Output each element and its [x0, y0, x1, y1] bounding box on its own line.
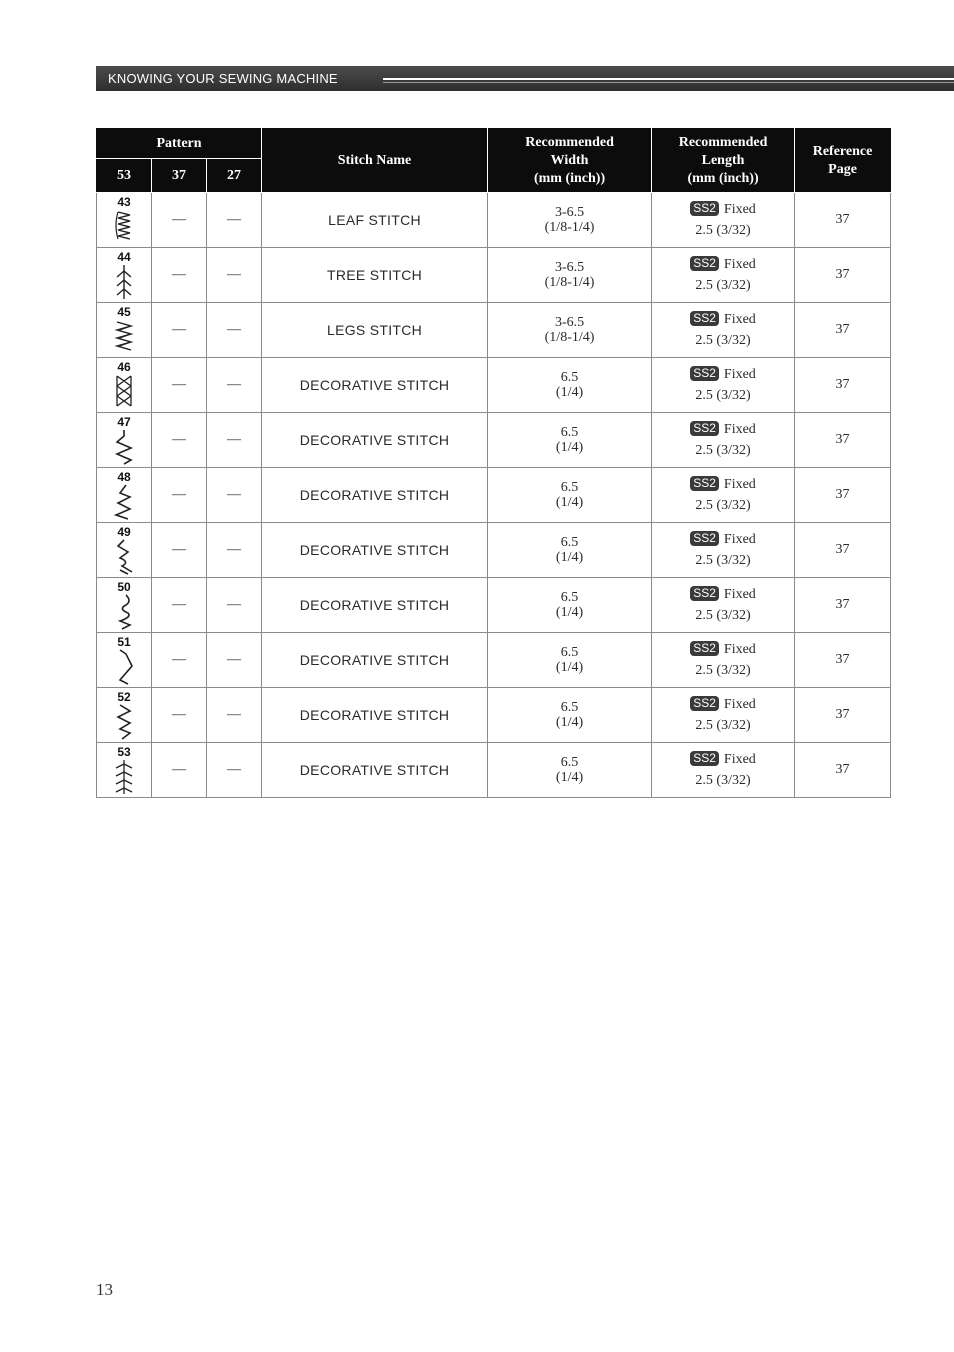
length-cell — [652, 743, 795, 798]
header-length-line-2: Length — [701, 152, 745, 168]
width-mm: 6.5 — [560, 369, 579, 385]
reference-page-cell: 37 — [795, 413, 891, 468]
reference-page-cell: 37 — [795, 248, 891, 303]
reference-page-cell: 37 — [795, 523, 891, 578]
pattern-cell — [97, 193, 152, 248]
table-row — [97, 633, 891, 688]
ss2-badge: SS2 — [690, 476, 719, 491]
reference-page-cell: 37 — [795, 468, 891, 523]
length-cell — [652, 248, 795, 303]
pattern-cell — [97, 688, 152, 743]
header-width-line-3: (mm (inch)) — [533, 170, 606, 186]
width-cell — [488, 358, 652, 413]
width-inch: (1/8-1/4) — [544, 274, 595, 290]
length-cell — [652, 633, 795, 688]
width-inch: (1/8-1/4) — [544, 219, 595, 235]
pattern-number: 52 — [117, 690, 131, 704]
length-mode: Fixed — [723, 697, 756, 712]
length-mode: Fixed — [723, 532, 756, 547]
pattern-number: 51 — [117, 635, 131, 649]
model-27-cell: — — [207, 248, 262, 303]
table-row — [97, 523, 891, 578]
pattern-cell — [97, 358, 152, 413]
section-title: KNOWING YOUR SEWING MACHINE — [108, 71, 338, 86]
ss2-badge: SS2 — [690, 641, 719, 656]
width-cell — [488, 523, 652, 578]
length-mode: Fixed — [723, 752, 756, 767]
pattern-number: 44 — [117, 250, 131, 264]
stitch-name-cell: DECORATIVE STITCH — [262, 688, 488, 743]
model-37-cell: — — [152, 468, 207, 523]
ss2-badge: SS2 — [690, 751, 719, 766]
table-row — [97, 413, 891, 468]
model-37-cell: — — [152, 688, 207, 743]
width-cell — [488, 633, 652, 688]
width-inch: (1/4) — [555, 714, 584, 730]
length-cell — [652, 578, 795, 633]
length-value: 2.5 (3/32) — [695, 278, 751, 293]
header-model-53: 53 — [97, 159, 152, 193]
header-model-27: 27 — [207, 159, 262, 193]
chevron-stitch-icon — [112, 648, 136, 686]
header-width-line-2: Width — [550, 152, 589, 168]
curve-stitch-icon — [112, 538, 136, 576]
length-mode: Fixed — [723, 477, 756, 492]
leaf-stitch-icon — [112, 208, 136, 246]
length-mode: Fixed — [723, 642, 756, 657]
stitch-name-cell: DECORATIVE STITCH — [262, 633, 488, 688]
model-27-cell: — — [207, 688, 262, 743]
scallop-stitch-icon — [112, 593, 136, 631]
pattern-number: 48 — [117, 470, 131, 484]
pattern-number: 46 — [117, 360, 131, 374]
table-row — [97, 303, 891, 358]
width-inch: (1/4) — [555, 549, 584, 565]
length-value: 2.5 (3/32) — [695, 773, 751, 788]
ss2-badge: SS2 — [690, 696, 719, 711]
pattern-number: 53 — [117, 745, 131, 759]
width-inch: (1/4) — [555, 384, 584, 400]
header-pattern: Pattern — [97, 129, 262, 159]
model-37-cell: — — [152, 578, 207, 633]
length-cell — [652, 358, 795, 413]
width-inch: (1/4) — [555, 439, 584, 455]
model-27-cell: — — [207, 743, 262, 798]
width-mm: 3-6.5 — [554, 259, 585, 275]
model-37-cell: — — [152, 523, 207, 578]
width-cell — [488, 413, 652, 468]
table-row — [97, 688, 891, 743]
table-row — [97, 248, 891, 303]
length-mode: Fixed — [723, 587, 756, 602]
width-inch: (1/4) — [555, 769, 584, 785]
length-value: 2.5 (3/32) — [695, 333, 751, 348]
pattern-number: 43 — [117, 195, 131, 209]
model-37-cell: — — [152, 743, 207, 798]
width-mm: 6.5 — [560, 479, 579, 495]
ss2-badge: SS2 — [690, 256, 719, 271]
reference-page-cell: 37 — [795, 578, 891, 633]
table-row — [97, 578, 891, 633]
ss2-badge: SS2 — [690, 586, 719, 601]
header-width — [488, 129, 652, 193]
pattern-cell — [97, 248, 152, 303]
length-cell — [652, 303, 795, 358]
length-value: 2.5 (3/32) — [695, 223, 751, 238]
pattern-cell — [97, 523, 152, 578]
width-inch: (1/4) — [555, 604, 584, 620]
model-37-cell: — — [152, 413, 207, 468]
serpentine-stitch-icon — [112, 703, 136, 741]
stitch-name-cell: DECORATIVE STITCH — [262, 413, 488, 468]
ss2-badge: SS2 — [690, 531, 719, 546]
model-27-cell: — — [207, 633, 262, 688]
width-cell — [488, 743, 652, 798]
reference-page-cell: 37 — [795, 193, 891, 248]
reference-page-cell: 37 — [795, 358, 891, 413]
length-mode: Fixed — [723, 257, 756, 272]
ss2-badge: SS2 — [690, 421, 719, 436]
feather-stitch-icon — [112, 758, 136, 796]
width-cell — [488, 193, 652, 248]
width-inch: (1/4) — [555, 659, 584, 675]
legs-stitch-icon — [112, 318, 136, 356]
length-mode: Fixed — [723, 422, 756, 437]
width-cell — [488, 578, 652, 633]
reference-page-cell: 37 — [795, 688, 891, 743]
stitch-name-cell: DECORATIVE STITCH — [262, 358, 488, 413]
model-37-cell: — — [152, 248, 207, 303]
cross-stitch-icon — [112, 373, 136, 411]
model-27-cell: — — [207, 193, 262, 248]
model-27-cell: — — [207, 303, 262, 358]
length-value: 2.5 (3/32) — [695, 608, 751, 623]
width-mm: 6.5 — [560, 534, 579, 550]
length-value: 2.5 (3/32) — [695, 663, 751, 678]
width-mm: 3-6.5 — [554, 314, 585, 330]
header-length-line-3: (mm (inch)) — [687, 170, 759, 186]
ss2-badge: SS2 — [690, 311, 719, 326]
length-cell — [652, 413, 795, 468]
stitch-name-cell: DECORATIVE STITCH — [262, 468, 488, 523]
model-27-cell: — — [207, 358, 262, 413]
stitch-name-cell: DECORATIVE STITCH — [262, 743, 488, 798]
stitch-name-cell: LEAF STITCH — [262, 193, 488, 248]
header-width-line-1: Recommended — [525, 134, 614, 150]
header-length-line-1: Recommended — [678, 134, 768, 150]
model-27-cell: — — [207, 413, 262, 468]
pattern-cell — [97, 578, 152, 633]
pattern-cell — [97, 633, 152, 688]
pattern-cell — [97, 413, 152, 468]
header-rule-shadow — [383, 82, 954, 83]
pattern-number: 50 — [117, 580, 131, 594]
pattern-cell — [97, 303, 152, 358]
model-37-cell: — — [152, 358, 207, 413]
reference-page-cell: 37 — [795, 303, 891, 358]
pattern-number: 47 — [117, 415, 131, 429]
table-row — [97, 743, 891, 798]
model-27-cell: — — [207, 523, 262, 578]
table-row — [97, 468, 891, 523]
length-value: 2.5 (3/32) — [695, 718, 751, 733]
length-cell — [652, 688, 795, 743]
header-reference-line-1: Reference — [812, 143, 873, 159]
length-mode: Fixed — [723, 202, 756, 217]
pattern-cell — [97, 743, 152, 798]
width-inch: (1/4) — [555, 494, 584, 510]
stitch-name-cell: LEGS STITCH — [262, 303, 488, 358]
width-cell — [488, 688, 652, 743]
width-cell — [488, 303, 652, 358]
width-mm: 3-6.5 — [554, 204, 585, 220]
model-27-cell: — — [207, 468, 262, 523]
width-cell — [488, 468, 652, 523]
width-inch: (1/8-1/4) — [544, 329, 595, 345]
ss2-badge: SS2 — [690, 201, 719, 216]
model-37-cell: — — [152, 193, 207, 248]
stitch-settings-table — [96, 128, 891, 798]
stitch-name-cell: TREE STITCH — [262, 248, 488, 303]
width-cell — [488, 248, 652, 303]
model-37-cell: — — [152, 633, 207, 688]
model-27-cell: — — [207, 578, 262, 633]
length-cell — [652, 468, 795, 523]
model-37-cell: — — [152, 303, 207, 358]
length-mode: Fixed — [723, 312, 756, 327]
length-value: 2.5 (3/32) — [695, 553, 751, 568]
stitch-name-cell: DECORATIVE STITCH — [262, 523, 488, 578]
header-length — [652, 129, 795, 193]
header-reference-line-2: Page — [828, 161, 857, 177]
reference-page-cell: 37 — [795, 743, 891, 798]
width-mm: 6.5 — [560, 754, 579, 770]
length-cell — [652, 523, 795, 578]
length-value: 2.5 (3/32) — [695, 498, 751, 513]
reference-page-cell: 37 — [795, 633, 891, 688]
header-reference-page — [795, 129, 891, 193]
length-cell — [652, 193, 795, 248]
width-mm: 6.5 — [560, 589, 579, 605]
pattern-cell — [97, 468, 152, 523]
stitch-name-cell: DECORATIVE STITCH — [262, 578, 488, 633]
length-value: 2.5 (3/32) — [695, 388, 751, 403]
tree-stitch-icon — [112, 263, 136, 301]
pattern-number: 49 — [117, 525, 131, 539]
width-mm: 6.5 — [560, 644, 579, 660]
length-mode: Fixed — [723, 367, 756, 382]
wave-stitch-icon — [112, 483, 136, 521]
header-stitch-name: Stitch Name — [262, 129, 488, 193]
header-rule — [383, 78, 954, 80]
table-body — [97, 193, 891, 798]
length-value: 2.5 (3/32) — [695, 443, 751, 458]
header-model-37: 37 — [152, 159, 207, 193]
section-header-bar — [96, 66, 954, 91]
page-number: 13 — [96, 1280, 113, 1299]
table-row — [97, 358, 891, 413]
zigzag-stitch-icon — [112, 428, 136, 466]
ss2-badge: SS2 — [690, 366, 719, 381]
width-mm: 6.5 — [560, 699, 579, 715]
width-mm: 6.5 — [560, 424, 579, 440]
pattern-number: 45 — [117, 305, 131, 319]
table-row — [97, 193, 891, 248]
